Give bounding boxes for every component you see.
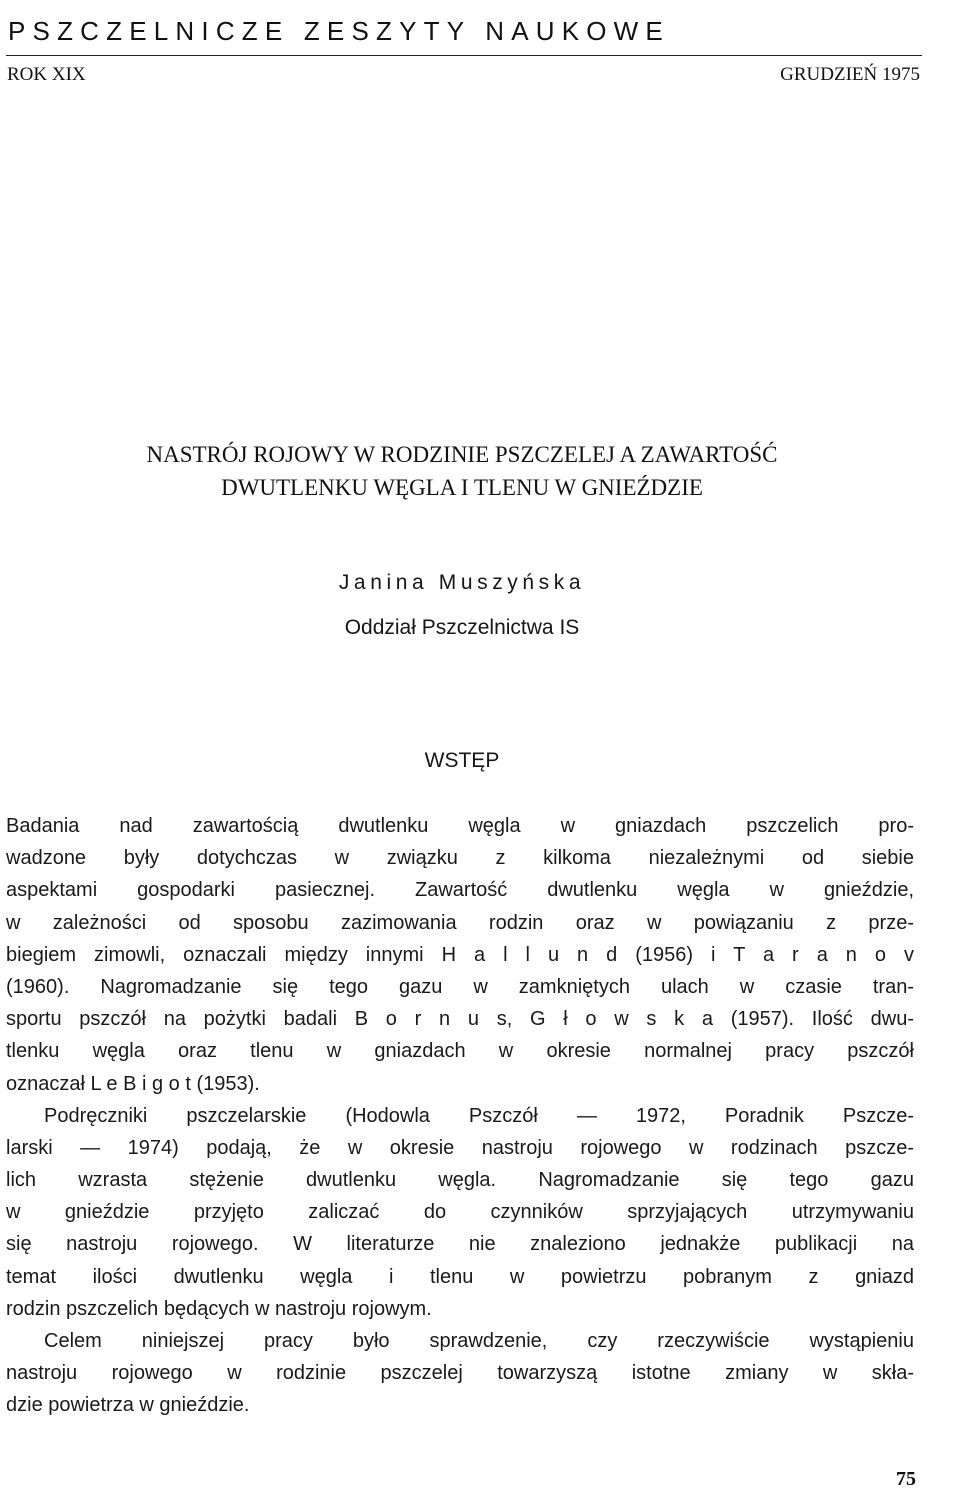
text-line: (1960). Nagromadzanie się tego gazu w zamkniętych ulach w czasie tran- (6, 975, 914, 998)
text-line: dzie powietrza w gnieździe. (6, 1394, 250, 1417)
text-line: larski — 1974) podają, że w okresie nastroju rojowego w rodzinach pszcze- (6, 1136, 914, 1159)
section-heading: WSTĘP (424, 749, 500, 772)
text-line: sportu pszczół na pożytki badali B o r n u s, G ł o w s k a (1957). Ilość dwu- (6, 1008, 914, 1031)
author-affiliation: Oddział Pszczelnictwa IS (344, 616, 580, 639)
journal-title: PSZCZELNICZE ZESZYTY NAUKOWE (8, 16, 670, 46)
text-line: w zależności od sposobu zazimowania rodzin oraz w powiązaniu z prze- (6, 911, 914, 934)
text-line: Badania nad zawartością dwutlenku węgla w gniazdach pszczelich pro- (6, 815, 914, 837)
paragraph (6, 810, 914, 1100)
header-rule (6, 55, 922, 56)
paragraph (6, 1100, 914, 1325)
text-line: Podręczniki pszczelarskie (Hodowla Pszczół — 1972, Poradnik Pszcze- (44, 1104, 914, 1127)
page-number: 75 (896, 1468, 916, 1490)
text-line: w gnieździe przyjęto zaliczać do czynników sprzyjających utrzymywaniu (6, 1201, 914, 1224)
volume-label: ROK XIX (7, 64, 86, 85)
article-title-line: DWUTLENKU WĘGLA I TLENU W GNIEŹDZIE (221, 475, 703, 500)
paragraph (6, 1325, 914, 1422)
issue-date: GRUDZIEŃ 1975 (780, 64, 920, 85)
article-title (30, 438, 894, 504)
text-line: tlenku węgla oraz tlenu w gniazdach w okresie normalnej pracy pszczół (6, 1040, 914, 1063)
body-text (6, 810, 914, 1422)
text-line: lich wzrasta stężenie dwutlenku węgla. Nagromadzanie się tego gazu (6, 1169, 914, 1192)
text-line: Celem niniejszej pracy było sprawdzenie, czy rzeczywiście wystąpieniu (44, 1330, 914, 1352)
text-line: wadzone były dotychczas w związku z kilkoma niezależnymi od siebie (6, 847, 914, 870)
author-name: Janina Muszyńska (338, 571, 586, 594)
text-line: aspektami gospodarki pasiecznej. Zawartość dwutlenku węgla w gnieździe, (6, 879, 914, 902)
text-line: temat ilości dwutlenku węgla i tlenu w powietrzu pobranym z gniazd (6, 1265, 914, 1288)
article-title-line: NASTRÓJ ROJOWY W RODZINIE PSZCZELEJ A ZAWARTOŚĆ (146, 442, 778, 467)
text-line: rodzin pszczelich będących w nastroju rojowym. (6, 1297, 432, 1320)
text-line: nastroju rojowego w rodzinie pszczelej towarzyszą istotne zmiany w skła- (6, 1362, 914, 1385)
text-line: się nastroju rojowego. W literaturze nie znaleziono jednakże publikacji na (6, 1233, 914, 1256)
text-line: biegiem zimowli, oznaczali między innymi H a l l u n d (1956) i T a r a n o v (6, 943, 914, 966)
text-line: oznaczał L e B i g o t (1953). (6, 1072, 260, 1095)
